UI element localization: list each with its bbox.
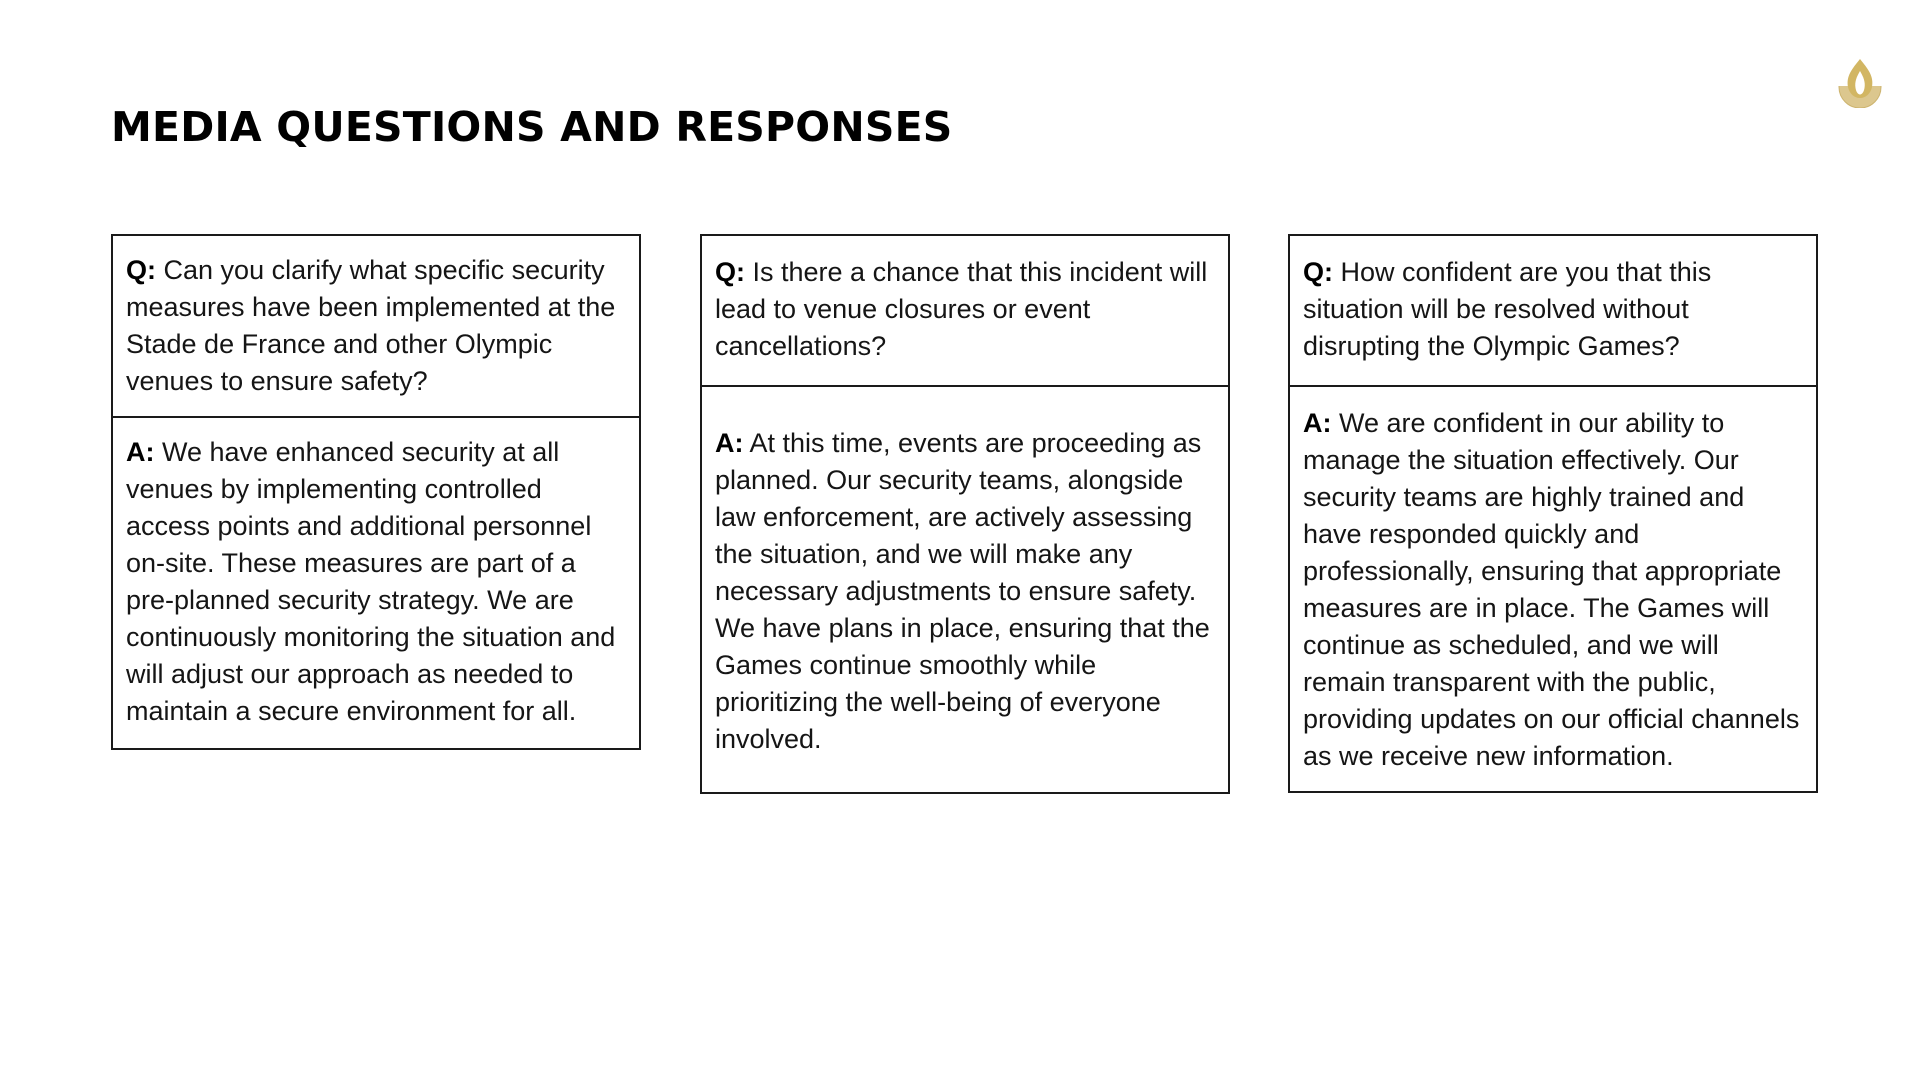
qa-card-2: [700, 234, 1230, 794]
answer-text: At this time, events are proceeding as planned. Our security teams, alongside law enforcement, are actively assessing the situation, and we will make any necessary adjustments to ensure safety. We have plans in place, ensuring that the Games continue smoothly while prioritizing the well-being of everyone involved.: [715, 428, 1210, 754]
qa-card-1: [111, 234, 641, 750]
question-prefix: Q:: [126, 255, 156, 285]
answer-prefix: A:: [1303, 408, 1332, 438]
answer-text: We have enhanced security at all venues by implementing controlled access points and additional personnel on-site. These measures are part of a pre-planned security strategy. We are continuously monitoring the situation and will adjust our approach as needed to maintain a secure environment for all.: [126, 437, 616, 726]
question-text: Is there a chance that this incident will lead to venue closures or event cancellations?: [715, 257, 1208, 361]
question-cell: [113, 236, 639, 416]
question-text: Can you clarify what specific security measures have been implemented at the Stade de France and other Olympic venues to ensure safety?: [126, 255, 616, 396]
answer-text: We are confident in our ability to manage the situation effectively. Our security teams are highly trained and have responded quickly and professionally, ensuring that appropriate measures are in place. The Games will continue as scheduled, and we will remain transparent with the public, providing updates on our official channels as we receive new information.: [1303, 408, 1800, 771]
question-cell: [702, 236, 1228, 385]
question-prefix: Q:: [1303, 257, 1333, 287]
answer-prefix: A:: [126, 437, 155, 467]
question-prefix: Q:: [715, 257, 745, 287]
answer-cell: [113, 416, 639, 748]
qa-card-3: [1288, 234, 1818, 793]
olympic-flame-icon: [1835, 56, 1885, 108]
answer-cell: [702, 385, 1228, 792]
page-title: MEDIA QUESTIONS AND RESPONSES: [111, 103, 953, 151]
question-text: How confident are you that this situation will be resolved without disrupting the Olympic Games?: [1303, 257, 1712, 361]
question-cell: [1290, 236, 1816, 385]
answer-prefix: A:: [715, 428, 744, 458]
answer-cell: [1290, 385, 1816, 791]
